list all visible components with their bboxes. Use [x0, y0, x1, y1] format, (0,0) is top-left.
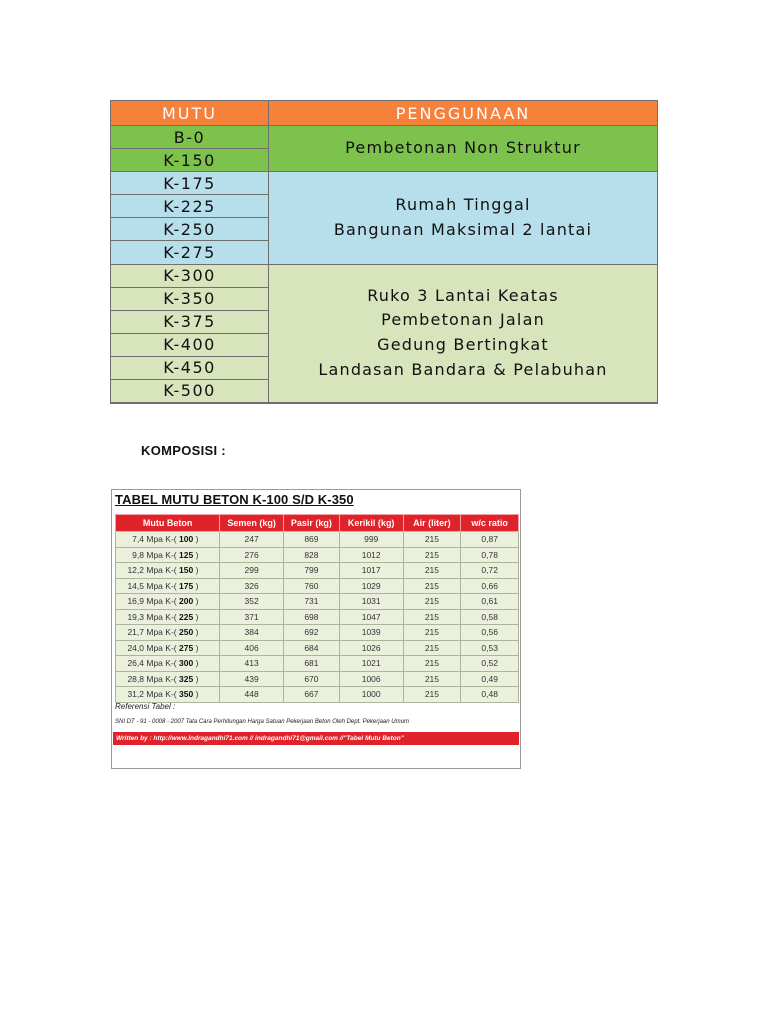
- mutu-beton-cell: [116, 578, 220, 594]
- semen-cell: 276: [220, 547, 284, 563]
- pasir-cell: 799: [284, 563, 340, 579]
- pasir-cell: 828: [284, 547, 340, 563]
- column-header: Pasir (kg): [284, 515, 340, 532]
- k-prefix: K-(: [165, 580, 177, 591]
- grade-cell: K-450: [111, 357, 269, 380]
- kerikil-cell: 1047: [339, 609, 403, 625]
- table-row: [116, 594, 519, 610]
- mpa-unit: Mpa: [146, 627, 163, 638]
- k-value: 150: [179, 565, 194, 576]
- kerikil-cell: 1021: [339, 656, 403, 672]
- table-row: [116, 563, 519, 579]
- mutu-beton-cell: [116, 594, 220, 610]
- usage-text: Rumah Tinggal: [395, 195, 531, 215]
- k-suffix: ): [195, 642, 199, 653]
- wc-cell: 0,56: [461, 625, 519, 641]
- k-prefix: K-(: [165, 549, 177, 560]
- kerikil-cell: 1006: [339, 671, 403, 687]
- k-prefix: K-(: [165, 611, 177, 622]
- semen-cell: 439: [220, 671, 284, 687]
- table-row: [116, 671, 519, 687]
- wc-cell: 0,78: [461, 547, 519, 563]
- semen-cell: 247: [220, 532, 284, 548]
- mpa-value: 28,8: [127, 673, 144, 684]
- k-value: 325: [179, 673, 194, 684]
- mix-table-header-row: [116, 515, 519, 532]
- air-cell: 215: [403, 656, 461, 672]
- air-cell: 215: [403, 563, 461, 579]
- grade-cell: K-350: [111, 288, 269, 311]
- usage-text: Bangunan Maksimal 2 lantai: [333, 219, 593, 239]
- kerikil-cell: 1031: [339, 594, 403, 610]
- grade-cell: K-275: [111, 241, 269, 264]
- k-prefix: K-(: [165, 658, 177, 669]
- k-suffix: ): [195, 580, 199, 591]
- k-value: 200: [179, 596, 194, 607]
- semen-cell: 384: [220, 625, 284, 641]
- kerikil-cell: 1017: [339, 563, 403, 579]
- mpa-unit: Mpa: [146, 565, 163, 576]
- k-value: 250: [179, 627, 194, 638]
- mpa-unit: Mpa: [146, 642, 163, 653]
- mutu-beton-cell: [116, 609, 220, 625]
- pasir-cell: 667: [284, 687, 340, 703]
- pasir-cell: 869: [284, 532, 340, 548]
- mutu-beton-cell: [116, 671, 220, 687]
- mutu-beton-cell: [116, 625, 220, 641]
- table-row: [116, 532, 519, 548]
- k-value: 275: [179, 642, 194, 653]
- wc-cell: 0,52: [461, 656, 519, 672]
- semen-cell: 448: [220, 687, 284, 703]
- k-value: 175: [179, 580, 194, 591]
- mpa-unit: Mpa: [146, 658, 163, 669]
- mpa-value: 9,8: [132, 549, 144, 560]
- k-prefix: K-(: [165, 565, 177, 576]
- kerikil-cell: 1012: [339, 547, 403, 563]
- wc-cell: 0,49: [461, 671, 519, 687]
- semen-cell: 352: [220, 594, 284, 610]
- usage-cell: [269, 172, 657, 264]
- wc-cell: 0,61: [461, 594, 519, 610]
- grade-cell: K-225: [111, 195, 269, 218]
- pasir-cell: 698: [284, 609, 340, 625]
- k-prefix: K-(: [165, 673, 177, 684]
- mpa-value: 19,3: [127, 611, 144, 622]
- mpa-unit: Mpa: [146, 534, 163, 545]
- pasir-cell: 670: [284, 671, 340, 687]
- column-header: w/c ratio: [461, 515, 519, 532]
- mpa-value: 26,4: [127, 658, 144, 669]
- mutu-beton-cell: [116, 547, 220, 563]
- grade-cell: K-175: [111, 172, 269, 195]
- k-prefix: K-(: [165, 642, 177, 653]
- air-cell: 215: [403, 532, 461, 548]
- k-suffix: ): [195, 549, 199, 560]
- grade-cell: K-150: [111, 149, 269, 172]
- k-suffix: ): [195, 658, 199, 669]
- table-row: [116, 625, 519, 641]
- grade-cell: K-500: [111, 380, 269, 403]
- pasir-cell: 692: [284, 625, 340, 641]
- air-cell: 215: [403, 547, 461, 563]
- kerikil-cell: 1029: [339, 578, 403, 594]
- mutu-beton-cell: [116, 656, 220, 672]
- wc-cell: 0,66: [461, 578, 519, 594]
- k-value: 225: [179, 611, 194, 622]
- pasir-cell: 760: [284, 578, 340, 594]
- k-prefix: K-(: [165, 689, 177, 700]
- komposisi-heading: KOMPOSISI :: [141, 443, 226, 458]
- k-value: 350: [179, 689, 194, 700]
- mix-table-title: TABEL MUTU BETON K-100 S/D K-350: [115, 492, 354, 507]
- k-suffix: ): [195, 596, 199, 607]
- mutu-beton-cell: [116, 532, 220, 548]
- k-suffix: ): [195, 689, 199, 700]
- air-cell: 215: [403, 687, 461, 703]
- k-suffix: ): [195, 611, 199, 622]
- k-suffix: ): [195, 534, 199, 545]
- k-suffix: ): [195, 565, 199, 576]
- table-row: [116, 656, 519, 672]
- k-suffix: ): [195, 627, 199, 638]
- mutu-beton-cell: [116, 563, 220, 579]
- pasir-cell: 684: [284, 640, 340, 656]
- column-header: Air (liter): [403, 515, 461, 532]
- pasir-cell: 681: [284, 656, 340, 672]
- wc-cell: 0,53: [461, 640, 519, 656]
- table-row: [116, 547, 519, 563]
- mpa-value: 7,4: [132, 534, 144, 545]
- mpa-value: 31,2: [127, 689, 144, 700]
- k-value: 100: [179, 534, 194, 545]
- usage-text: Pembetonan Jalan: [381, 310, 545, 330]
- column-header: Semen (kg): [220, 515, 284, 532]
- air-cell: 215: [403, 609, 461, 625]
- kerikil-cell: 1039: [339, 625, 403, 641]
- reference-source: SNI DT - 91 - 0008 - 2007 Tata Cara Perhitungan Harga Satuan Pekerjaan Beton Oleh Dept. Pekerjaan Umum: [115, 719, 409, 725]
- semen-cell: 326: [220, 578, 284, 594]
- mpa-value: 24,0: [127, 642, 144, 653]
- semen-cell: 299: [220, 563, 284, 579]
- kerikil-cell: 1000: [339, 687, 403, 703]
- author-footer: Written by : http://www.indragandhi71.com // indragandhi71@gmail.com //"Tabel Mutu Beton": [113, 732, 519, 745]
- mpa-unit: Mpa: [146, 689, 163, 700]
- concrete-mix-table-image: [111, 489, 521, 769]
- air-cell: 215: [403, 625, 461, 641]
- grade-cell: K-375: [111, 311, 269, 334]
- header-mutu: MUTU: [111, 101, 269, 126]
- mpa-value: 12,2: [127, 565, 144, 576]
- air-cell: 215: [403, 671, 461, 687]
- column-header: Mutu Beton: [116, 515, 220, 532]
- reference-label: Referensi Tabel :: [115, 702, 176, 711]
- mutu-beton-cell: [116, 640, 220, 656]
- mpa-value: 21,7: [127, 627, 144, 638]
- air-cell: 215: [403, 640, 461, 656]
- grade-cell: B-0: [111, 126, 269, 149]
- k-suffix: ): [195, 673, 199, 684]
- table-row: [116, 578, 519, 594]
- semen-cell: 406: [220, 640, 284, 656]
- grade-cell: K-300: [111, 265, 269, 288]
- k-prefix: K-(: [165, 534, 177, 545]
- air-cell: 215: [403, 594, 461, 610]
- usage-cell: [269, 265, 657, 404]
- usage-text: Ruko 3 Lantai Keatas: [367, 285, 559, 305]
- mpa-unit: Mpa: [146, 596, 163, 607]
- mix-table-body: [116, 532, 519, 703]
- mpa-value: 14,5: [127, 580, 144, 591]
- mpa-unit: Mpa: [146, 549, 163, 560]
- semen-cell: 371: [220, 609, 284, 625]
- grade-cell: K-400: [111, 334, 269, 357]
- wc-cell: 0,48: [461, 687, 519, 703]
- table-row: [116, 687, 519, 703]
- k-prefix: K-(: [165, 596, 177, 607]
- mix-table: [115, 514, 519, 703]
- k-value: 300: [179, 658, 194, 669]
- k-prefix: K-(: [165, 627, 177, 638]
- table-row: [116, 640, 519, 656]
- kerikil-cell: 1026: [339, 640, 403, 656]
- mpa-unit: Mpa: [146, 673, 163, 684]
- column-header: Kerikil (kg): [339, 515, 403, 532]
- usage-text: Gedung Bertingkat: [377, 335, 549, 355]
- mpa-unit: Mpa: [146, 580, 163, 591]
- wc-cell: 0,72: [461, 563, 519, 579]
- usage-cell: [269, 126, 657, 172]
- usage-text: Landasan Bandara & Pelabuhan: [318, 360, 608, 380]
- usage-text: Pembetonan Non Struktur: [345, 138, 581, 158]
- air-cell: 215: [403, 578, 461, 594]
- semen-cell: 413: [220, 656, 284, 672]
- mpa-unit: Mpa: [146, 611, 163, 622]
- mpa-value: 16,9: [127, 596, 144, 607]
- kerikil-cell: 999: [339, 532, 403, 548]
- header-penggunaan: PENGGUNAAN: [269, 101, 657, 126]
- table-row: [116, 609, 519, 625]
- concrete-grade-usage-table: [110, 100, 658, 404]
- wc-cell: 0,87: [461, 532, 519, 548]
- k-value: 125: [179, 549, 194, 560]
- grade-cell: K-250: [111, 218, 269, 241]
- pasir-cell: 731: [284, 594, 340, 610]
- wc-cell: 0,58: [461, 609, 519, 625]
- mutu-beton-cell: [116, 687, 220, 703]
